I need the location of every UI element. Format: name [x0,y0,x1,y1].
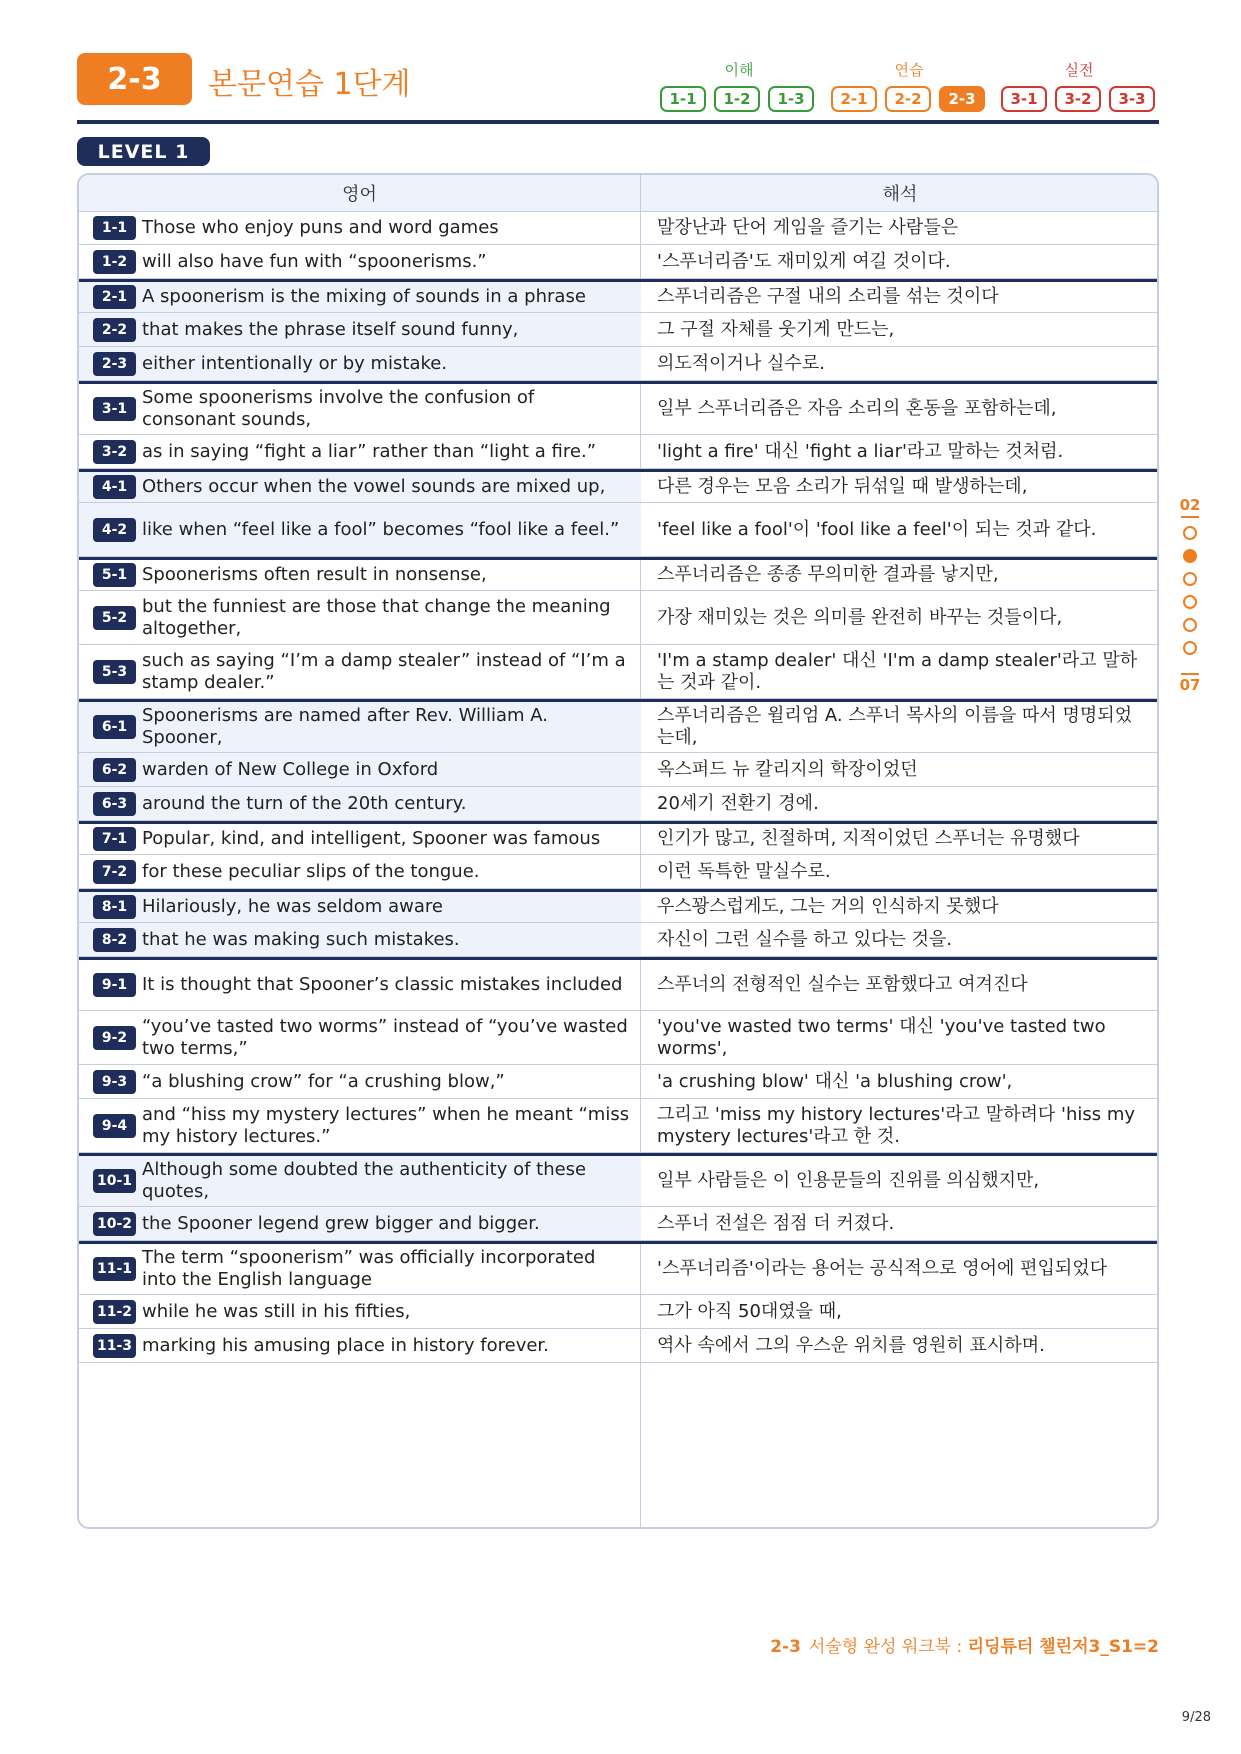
english-cell [79,313,641,346]
korean-translation: 이런 독특한 말실수로. [657,860,831,882]
korean-cell [641,1156,1157,1206]
korean-cell [641,702,1157,752]
english-cell [79,1329,641,1362]
sentence-number-badge: 4-1 [93,475,136,499]
english-sentence: such as saying “I’m a damp stealer” instead of “I’m a stamp dealer.” [142,649,626,693]
sentence-number-badge: 11-3 [93,1334,136,1358]
table-row [79,957,1157,1011]
sentence-number-badge: 6-2 [93,758,136,782]
table-row [79,1207,1157,1241]
korean-translation: 말장난과 단어 게임을 즐기는 사람들은 [657,216,959,238]
english-cell [79,1156,641,1206]
korean-translation: 그가 아직 50대였을 때, [657,1300,842,1322]
english-sentence: the Spooner legend grew bigger and bigger. [142,1212,540,1234]
english-sentence: that makes the phrase itself sound funny, [142,318,519,340]
korean-cell [641,472,1157,502]
korean-translation: 다른 경우는 모음 소리가 뒤섞일 때 발생하는데, [657,476,1028,497]
footer-text: 서술형 완성 워크북 : [808,1637,968,1657]
korean-translation: 인기가 많고, 친절하며, 지적이었던 스푸너는 유명했다 [657,828,1080,849]
english-cell [79,645,641,698]
table-row [79,503,1157,557]
korean-cell [641,855,1157,888]
table-row [79,591,1157,645]
korean-translation: 의도적이거나 실수로. [657,352,825,374]
korean-cell [641,753,1157,786]
side-nav-dot[interactable] [1183,595,1197,609]
english-sentence: Although some doubted the authenticity of these quotes, [142,1159,587,1202]
sentence-number-badge: 1-1 [93,216,136,240]
korean-translation: 20세기 전환기 경에. [657,792,819,814]
english-sentence: but the funniest are those that change the meaning altogether, [142,595,611,639]
english-cell [79,560,641,590]
stage-button-3-3[interactable]: 3-3 [1109,86,1155,112]
english-sentence: while he was still in his fifties, [142,1300,411,1322]
table-row [79,1011,1157,1065]
english-cell [79,1065,641,1098]
table-row [79,1295,1157,1329]
korean-translation: 일부 사람들은 이 인용문들의 진위를 의심했지만, [657,1170,1040,1191]
sentence-number-badge: 4-2 [93,518,136,542]
english-cell [79,1011,641,1064]
sentence-number-badge: 5-3 [93,660,136,684]
korean-cell [641,824,1157,854]
english-sentence: “you’ve tasted two worms” instead of “you’ve wasted two terms,” [142,1015,628,1059]
korean-cell [641,892,1157,922]
korean-cell [641,1207,1157,1240]
side-nav-dot[interactable] [1183,641,1197,655]
sentence-number-badge: 2-3 [93,352,136,376]
english-cell [79,753,641,786]
footer-section: 2-3 [770,1637,801,1657]
table-row [79,245,1157,279]
table-row [79,1329,1157,1363]
korean-translation: 스푸너리즘은 윌리엄 A. 스푸너 목사의 이름을 따서 명명되었는데, [657,705,1133,748]
english-sentence: warden of New College in Oxford [142,758,439,780]
english-sentence: Spoonerisms often result in nonsense, [142,564,487,585]
english-sentence: The term “spoonerism” was officially incorporated into the English language [142,1247,596,1290]
english-cell [79,472,641,502]
english-cell [79,503,641,556]
header-korean: 해석 [882,184,918,205]
stage-label-practice: 연습 [894,61,924,79]
english-cell [79,591,641,644]
section-badge: 2-3 [77,53,192,105]
sentence-number-badge: 8-1 [93,895,136,919]
sentence-number-badge: 9-2 [93,1026,136,1050]
english-cell [79,245,641,278]
stage-button-2-1[interactable]: 2-1 [831,86,877,112]
table-header [79,175,1157,212]
korean-cell [641,591,1157,644]
sentence-number-badge: 7-2 [93,860,136,884]
korean-translation: 스푸너 전설은 점점 더 커졌다. [657,1212,895,1234]
side-nav-dot[interactable] [1183,526,1197,540]
english-sentence: either intentionally or by mistake. [142,352,448,374]
page-number: 9/28 [1181,1710,1211,1725]
korean-cell [641,1011,1157,1064]
stage-button-1-2[interactable]: 1-2 [714,86,760,112]
stage-label-understand: 이해 [724,61,754,79]
table-row [79,1241,1157,1295]
side-nav-end: 07 [1179,676,1201,694]
side-nav [1176,490,1204,700]
english-sentence: around the turn of the 20th century. [142,792,467,814]
english-sentence: Popular, kind, and intelligent, Spooner was famous [142,828,601,849]
korean-translation: 그 구절 자체를 웃기게 만드는, [657,318,895,340]
footer [770,1632,1159,1657]
korean-translation: 자신이 그런 실수를 하고 있다는 것을. [657,928,953,950]
korean-cell [641,1065,1157,1098]
stage-button-3-2[interactable]: 3-2 [1055,86,1101,112]
table-row [79,211,1157,245]
english-cell [79,923,641,956]
korean-cell [641,787,1157,820]
korean-cell [641,384,1157,434]
sentence-number-badge: 5-2 [93,606,136,630]
korean-cell [641,503,1157,556]
side-nav-start: 02 [1179,496,1201,514]
translation-table [77,173,1159,1529]
side-nav-dot[interactable] [1183,549,1197,563]
table-row [79,889,1157,923]
stage-button-1-1[interactable]: 1-1 [660,86,706,112]
english-cell [79,347,641,380]
korean-translation: 스푸너리즘은 구절 내의 소리를 섞는 것이다 [657,286,999,307]
table-row [79,1099,1157,1153]
table-row [79,313,1157,347]
korean-translation: 가장 재미있는 것은 의미를 완전히 바꾸는 것들이다, [657,606,1063,628]
english-cell [79,282,641,312]
korean-cell [641,960,1157,1010]
korean-translation: 'light a fire' 대신 'fight a liar'라고 말하는 것처럼. [657,440,1064,462]
korean-translation: 'feel like a fool'이 'fool like a feel'이 되는 것과 같다. [657,518,1097,540]
english-sentence: for these peculiar slips of the tongue. [142,860,480,882]
korean-translation: 일부 스푸너리즘은 자음 소리의 혼동을 포함하는데, [657,398,1057,419]
english-cell [79,960,641,1010]
korean-cell [641,211,1157,244]
english-sentence: as in saying “fight a liar” rather than “light a fire.” [142,440,597,462]
table-row [79,279,1157,313]
sentence-number-badge: 6-1 [93,715,136,739]
korean-cell [641,1329,1157,1362]
table-body [79,211,1157,1363]
english-sentence: like when “feel like a fool” becomes “fool like a feel.” [142,518,620,540]
table-row [79,855,1157,889]
korean-cell [641,923,1157,956]
english-sentence: It is thought that Spooner’s classic mistakes included [142,974,623,995]
table-row [79,787,1157,821]
header-english: 영어 [342,184,377,205]
table-row [79,469,1157,503]
stage-button-1-3[interactable]: 1-3 [768,86,814,112]
korean-cell [641,282,1157,312]
stage-label-real: 실전 [1064,61,1094,79]
english-cell [79,435,641,468]
english-cell [79,1207,641,1240]
sentence-number-badge: 3-1 [93,397,136,421]
sentence-number-badge: 5-1 [93,563,136,587]
korean-translation: 역사 속에서 그의 우스운 위치를 영원히 표시하며. [657,1334,1045,1356]
english-sentence: marking his amusing place in history forever. [142,1334,549,1356]
english-cell [79,787,641,820]
table-row [79,1065,1157,1099]
sentence-number-badge: 3-2 [93,440,136,464]
english-cell [79,824,641,854]
level-tag: LEVEL 1 [77,137,210,166]
english-cell [79,892,641,922]
english-sentence: Hilariously, he was seldom aware [142,896,443,917]
korean-cell [641,1099,1157,1152]
side-nav-dot[interactable] [1183,572,1197,586]
sentence-number-badge: 10-2 [93,1212,136,1236]
korean-cell [641,1295,1157,1328]
english-sentence: Spoonerisms are named after Rev. William A. Spooner, [142,705,548,748]
sentence-number-badge: 10-1 [93,1169,136,1193]
english-sentence: Others occur when the vowel sounds are mixed up, [142,476,606,497]
english-cell [79,702,641,752]
table-row [79,923,1157,957]
korean-cell [641,435,1157,468]
sentence-number-badge: 2-1 [93,285,136,309]
table-row [79,347,1157,381]
table-row [79,435,1157,469]
korean-cell [641,645,1157,698]
korean-cell [641,1244,1157,1294]
korean-cell [641,245,1157,278]
korean-translation: 'a crushing blow' 대신 'a blushing crow', [657,1070,1013,1092]
korean-translation: 'you've wasted two terms' 대신 'you've tasted two worms', [657,1015,1106,1059]
table-row [79,381,1157,435]
stage-button-2-3-active[interactable]: 2-3 [939,86,985,112]
side-nav-line-bottom [1181,673,1199,675]
english-sentence: Some spoonerisms involve the confusion of consonant sounds, [142,387,535,430]
table-row [79,645,1157,699]
english-cell [79,1244,641,1294]
table-row [79,821,1157,855]
english-sentence: “a blushing crow” for “a crushing blow,” [142,1070,505,1092]
korean-translation: 스푸너의 전형적인 실수는 포함했다고 여겨진다 [657,974,1028,995]
sentence-number-badge: 11-2 [93,1300,136,1324]
side-nav-dot[interactable] [1183,618,1197,632]
side-nav-line-top [1181,516,1199,518]
stage-button-3-1[interactable]: 3-1 [1001,86,1047,112]
sentence-number-badge: 8-2 [93,928,136,952]
english-cell [79,1099,641,1152]
english-cell [79,1295,641,1328]
sentence-number-badge: 9-1 [93,973,136,997]
sentence-number-badge: 2-2 [93,318,136,342]
korean-cell [641,313,1157,346]
korean-translation: 옥스퍼드 뉴 칼리지의 학장이었던 [657,758,918,780]
page-header [77,53,1159,123]
sentence-number-badge: 6-3 [93,792,136,816]
sentence-number-badge: 9-4 [93,1114,136,1138]
table-row [79,753,1157,787]
english-sentence: A spoonerism is the mixing of sounds in a phrase [142,286,586,307]
korean-translation: 스푸너리즘은 종종 무의미한 결과를 낳지만, [657,564,999,585]
header-divider [77,120,1159,124]
sentence-number-badge: 9-3 [93,1070,136,1094]
english-sentence: Those who enjoy puns and word games [142,216,499,238]
korean-cell [641,560,1157,590]
korean-translation: 우스꽝스럽게도, 그는 거의 인식하지 못했다 [657,896,999,917]
page-title: 본문연습 1단계 [208,67,411,102]
footer-title: 리딩튜터 챌린저3_S1=2 [967,1637,1159,1657]
sentence-number-badge: 11-1 [93,1257,136,1281]
korean-translation: '스푸너리즘'이라는 용어는 공식적으로 영어에 편입되었다 [657,1258,1108,1279]
stage-button-2-2[interactable]: 2-2 [885,86,931,112]
korean-translation: '스푸너리즘'도 재미있게 여길 것이다. [657,250,951,272]
english-cell [79,211,641,244]
english-sentence: and “hiss my mystery lectures” when he meant “miss my history lectures.” [142,1103,630,1147]
table-row [79,699,1157,753]
english-cell [79,855,641,888]
english-sentence: that he was making such mistakes. [142,928,460,950]
sentence-number-badge: 1-2 [93,250,136,274]
table-row [79,1153,1157,1207]
korean-translation: 'I'm a stamp dealer' 대신 'I'm a damp stealer'라고 말하는 것과 같이. [657,649,1138,693]
korean-translation: 그리고 'miss my history lectures'라고 말하려다 'hiss my mystery lectures'라고 한 것. [657,1103,1136,1147]
english-cell [79,384,641,434]
english-sentence: will also have fun with “spoonerisms.” [142,250,487,272]
korean-cell [641,347,1157,380]
sentence-number-badge: 7-1 [93,827,136,851]
table-row [79,557,1157,591]
